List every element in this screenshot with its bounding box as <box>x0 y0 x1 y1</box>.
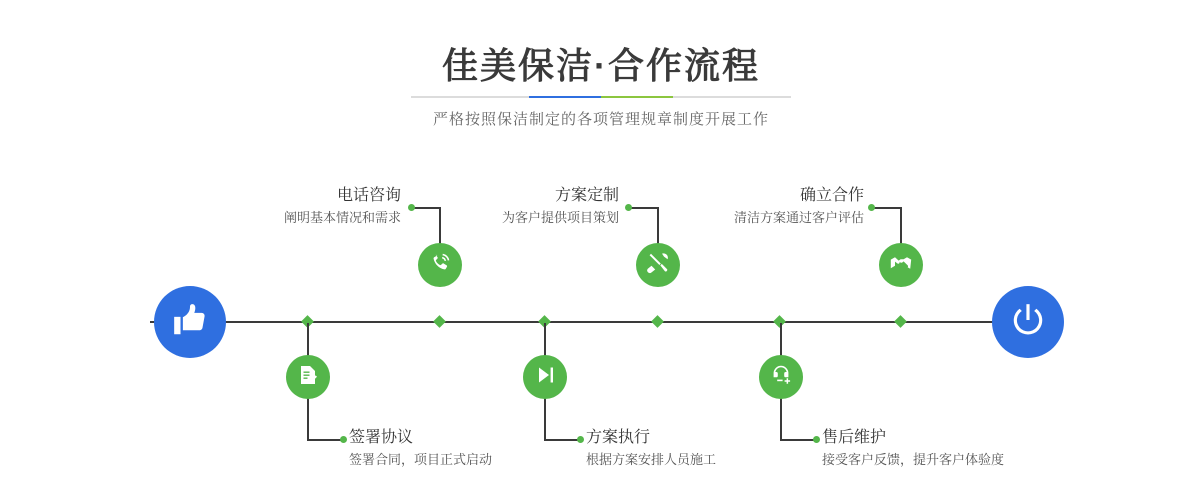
step-node-1[interactable] <box>418 243 462 287</box>
power-icon <box>1009 301 1047 344</box>
connector-5-horizontal <box>872 207 902 209</box>
thumbs-up-icon <box>171 301 209 344</box>
step-label-6 <box>822 428 1082 470</box>
phone-call-icon <box>428 251 452 280</box>
start-node <box>154 286 226 358</box>
step-title-4: 方案执行 <box>586 429 651 446</box>
connector-2-horizontal <box>307 439 343 441</box>
connector-1-horizontal <box>412 207 441 209</box>
connector-6-horizontal <box>780 439 816 441</box>
page-title: 佳美保洁·合作流程 <box>442 45 760 86</box>
step-desc-5: 清洁方案通过客户评估 <box>733 210 864 225</box>
connector-4-dot <box>577 436 584 443</box>
step-desc-6: 接受客户反馈，提升客户体验度 <box>822 452 1005 467</box>
connector-6-dot <box>813 436 820 443</box>
title-divider <box>411 96 791 98</box>
end-node <box>992 286 1064 358</box>
connector-3-horizontal <box>629 207 659 209</box>
step-label-1 <box>249 186 401 228</box>
step-label-4 <box>586 428 806 470</box>
axis-marker-4 <box>651 315 664 328</box>
step-node-2[interactable] <box>286 355 330 399</box>
step-label-5 <box>704 186 864 228</box>
timeline-axis <box>150 321 1052 323</box>
page-subtitle: 严格按照保洁制定的各项管理规章制度开展工作 <box>432 111 769 128</box>
document-edit-icon <box>296 363 320 392</box>
headset-support-icon <box>769 363 793 392</box>
step-node-3[interactable] <box>636 243 680 287</box>
play-forward-icon <box>533 363 557 392</box>
step-title-1: 电话咨询 <box>336 187 401 204</box>
step-label-2 <box>349 428 569 470</box>
step-desc-4: 根据方案安排人员施工 <box>586 452 717 467</box>
divider-segment-green <box>601 96 673 98</box>
step-node-6[interactable] <box>759 355 803 399</box>
connector-3-dot <box>625 204 632 211</box>
step-desc-3: 为客户提供项目策划 <box>501 210 619 225</box>
step-desc-1: 阐明基本情况和需求 <box>283 210 401 225</box>
step-desc-2: 签署合同，项目正式启动 <box>349 452 493 467</box>
step-title-6: 售后维护 <box>822 429 887 446</box>
handshake-icon <box>889 251 913 280</box>
step-title-2: 签署协议 <box>349 429 414 446</box>
connector-1-dot <box>408 204 415 211</box>
connector-2-dot <box>340 436 347 443</box>
axis-marker-6 <box>894 315 907 328</box>
step-label-3 <box>459 186 619 228</box>
step-title-3: 方案定制 <box>554 187 619 204</box>
axis-marker-2 <box>433 315 446 328</box>
step-title-5: 确立合作 <box>799 187 864 204</box>
connector-4-horizontal <box>544 439 580 441</box>
step-node-4[interactable] <box>523 355 567 399</box>
step-node-5[interactable] <box>879 243 923 287</box>
connector-5-dot <box>868 204 875 211</box>
divider-segment-blue <box>529 96 601 98</box>
tools-icon <box>646 251 670 280</box>
